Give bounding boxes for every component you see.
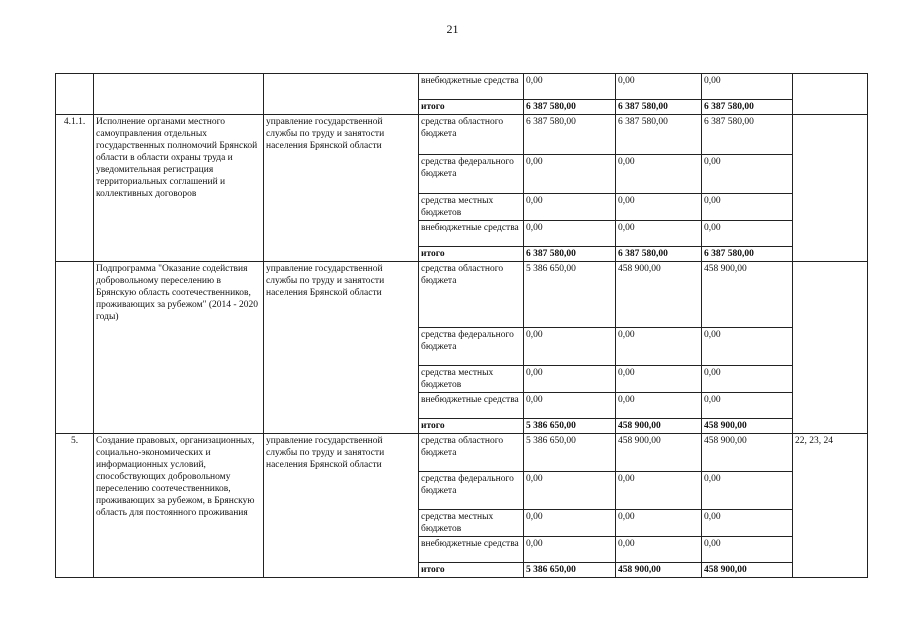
funding-source: внебюджетные средства bbox=[419, 537, 524, 563]
funding-source: итого bbox=[419, 100, 524, 115]
executor: управление государственной службы по труду и занятости населения Брянской области bbox=[264, 262, 419, 434]
funding-source: средства федерального бюджета bbox=[419, 472, 524, 510]
amount-2019: 0,00 bbox=[524, 221, 616, 247]
amount-2020: 0,00 bbox=[616, 221, 702, 247]
amount-2019: 6 387 580,00 bbox=[524, 115, 616, 155]
funding-source: итого bbox=[419, 247, 524, 262]
amount-2021: 458 900,00 bbox=[702, 434, 793, 472]
amount-2021: 0,00 bbox=[702, 194, 793, 221]
indicator-refs bbox=[793, 262, 868, 434]
funding-source: средства областного бюджета bbox=[419, 115, 524, 155]
executor bbox=[264, 74, 419, 115]
amount-2020: 0,00 bbox=[616, 537, 702, 563]
activity-description: Исполнение органами местного самоуправления отдельных государственных полномочий Брянской области в области охраны труда и уведомительная регистрация территориальных соглашений и коллективных договоров bbox=[94, 115, 264, 262]
amount-2020: 6 387 580,00 bbox=[616, 100, 702, 115]
amount-2020: 458 900,00 bbox=[616, 262, 702, 328]
amount-2019: 5 386 650,00 bbox=[524, 434, 616, 472]
amount-2021: 6 387 580,00 bbox=[702, 115, 793, 155]
executor: управление государственной службы по труду и занятости населения Брянской области bbox=[264, 434, 419, 578]
amount-2021: 0,00 bbox=[702, 366, 793, 393]
indicator-refs bbox=[793, 74, 868, 115]
funding-source: итого bbox=[419, 563, 524, 578]
amount-2019: 0,00 bbox=[524, 366, 616, 393]
amount-2020: 0,00 bbox=[616, 328, 702, 366]
table-row bbox=[56, 262, 868, 328]
amount-2021: 6 387 580,00 bbox=[702, 100, 793, 115]
row-number: 4.1.1. bbox=[56, 115, 94, 262]
amount-2020: 0,00 bbox=[616, 194, 702, 221]
amount-2021: 6 387 580,00 bbox=[702, 247, 793, 262]
amount-2020: 458 900,00 bbox=[616, 419, 702, 434]
funding-source: средства федерального бюджета bbox=[419, 328, 524, 366]
amount-2019: 0,00 bbox=[524, 472, 616, 510]
page-number: 21 bbox=[446, 22, 459, 36]
funding-source: внебюджетные средства bbox=[419, 74, 524, 100]
amount-2019: 0,00 bbox=[524, 155, 616, 194]
indicator-refs bbox=[793, 115, 868, 262]
amount-2020: 0,00 bbox=[616, 366, 702, 393]
amount-2019: 5 386 650,00 bbox=[524, 419, 616, 434]
amount-2021: 0,00 bbox=[702, 393, 793, 419]
amount-2021: 458 900,00 bbox=[702, 262, 793, 328]
row-number bbox=[56, 74, 94, 115]
activity-description: Подпрограмма "Оказание содействия добровольному переселению в Брянскую область соотечественников, проживающих за рубежом" (2014 - 2020 годы) bbox=[94, 262, 264, 434]
funding-source: средства местных бюджетов bbox=[419, 194, 524, 221]
funding-source: внебюджетные средства bbox=[419, 221, 524, 247]
amount-2019: 0,00 bbox=[524, 537, 616, 563]
funding-source: средства областного бюджета bbox=[419, 434, 524, 472]
amount-2021: 0,00 bbox=[702, 74, 793, 100]
executor: управление государственной службы по труду и занятости населения Брянской области bbox=[264, 115, 419, 262]
amount-2020: 0,00 bbox=[616, 74, 702, 100]
amount-2019: 5 386 650,00 bbox=[524, 262, 616, 328]
amount-2020: 0,00 bbox=[616, 155, 702, 194]
amount-2021: 0,00 bbox=[702, 537, 793, 563]
funding-source: итого bbox=[419, 419, 524, 434]
activity-description bbox=[94, 74, 264, 115]
amount-2020: 6 387 580,00 bbox=[616, 247, 702, 262]
amount-2019: 0,00 bbox=[524, 510, 616, 537]
amount-2020: 458 900,00 bbox=[616, 563, 702, 578]
indicator-refs: 22, 23, 24 bbox=[793, 434, 868, 578]
activity-description: Создание правовых, организационных, социально-экономических и информационных условий, способствующих добровольному переселению соотечественников, проживающих за рубежом, в Брянскую область для постоянного проживания bbox=[94, 434, 264, 578]
funding-source: средства местных бюджетов bbox=[419, 510, 524, 537]
amount-2019: 6 387 580,00 bbox=[524, 247, 616, 262]
table-row bbox=[56, 74, 868, 100]
amount-2021: 0,00 bbox=[702, 510, 793, 537]
amount-2021: 458 900,00 bbox=[702, 563, 793, 578]
table-row bbox=[56, 434, 868, 472]
amount-2021: 0,00 bbox=[702, 155, 793, 194]
table-row bbox=[56, 115, 868, 155]
amount-2020: 0,00 bbox=[616, 472, 702, 510]
amount-2021: 0,00 bbox=[702, 328, 793, 366]
amount-2019: 0,00 bbox=[524, 328, 616, 366]
amount-2021: 458 900,00 bbox=[702, 419, 793, 434]
amount-2019: 0,00 bbox=[524, 74, 616, 100]
amount-2020: 6 387 580,00 bbox=[616, 115, 702, 155]
amount-2019: 5 386 650,00 bbox=[524, 563, 616, 578]
amount-2020: 0,00 bbox=[616, 510, 702, 537]
row-number: 5. bbox=[56, 434, 94, 578]
amount-2021: 0,00 bbox=[702, 472, 793, 510]
budget-table bbox=[55, 73, 868, 578]
funding-source: средства областного бюджета bbox=[419, 262, 524, 328]
amount-2019: 0,00 bbox=[524, 393, 616, 419]
amount-2020: 0,00 bbox=[616, 393, 702, 419]
funding-source: средства федерального бюджета bbox=[419, 155, 524, 194]
amount-2019: 0,00 bbox=[524, 194, 616, 221]
row-number bbox=[56, 262, 94, 434]
amount-2019: 6 387 580,00 bbox=[524, 100, 616, 115]
amount-2020: 458 900,00 bbox=[616, 434, 702, 472]
amount-2021: 0,00 bbox=[702, 221, 793, 247]
funding-source: средства местных бюджетов bbox=[419, 366, 524, 393]
funding-source: внебюджетные средства bbox=[419, 393, 524, 419]
